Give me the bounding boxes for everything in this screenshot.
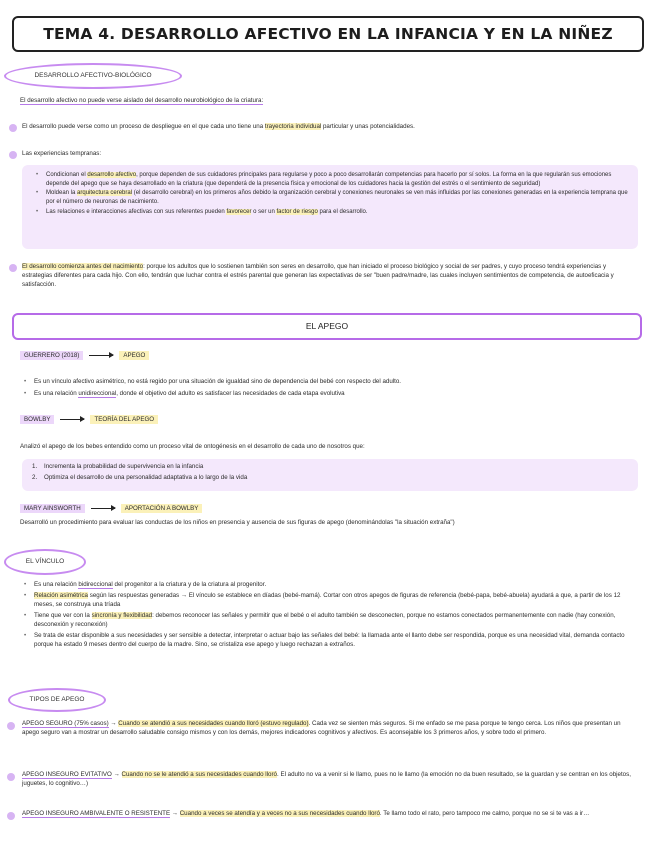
section-pill-vinculo bbox=[4, 549, 86, 575]
bullet-dot bbox=[7, 812, 15, 820]
bullet-dot bbox=[9, 264, 17, 272]
para-experiencias: Las experiencias tempranas: bbox=[22, 150, 102, 157]
list-experiencias bbox=[32, 171, 632, 216]
list-item: • Tiene que ver con la sincronía y flexibilidad: debemos reconocer las señales y permitir que el bebé o el adulto también se desconecten, porque no estamos conectados permanentemente con nadie (hay conexión, desconexión y reconexión) bbox=[20, 612, 638, 630]
section-pill-desarrollo bbox=[4, 63, 182, 89]
lead-line: El desarrollo afectivo no puede verse aislado del desarrollo neurobiológico de la criatura: bbox=[20, 97, 264, 104]
guerrero-row bbox=[20, 352, 149, 361]
list-item: • Es una relación bidireccional del progenitor a la criatura y de la criatura al progenitor. bbox=[20, 581, 638, 590]
list-item: 2. Optimiza el desarrollo de una personalidad adaptativa a lo largo de la vida bbox=[32, 473, 248, 481]
list-item: • Las relaciones e interacciones afectivas con sus referentes pueden favorecer o ser un factor de riesgo para el desarrollo. bbox=[32, 208, 632, 217]
bullet-dot bbox=[9, 124, 17, 132]
tipo-seguro: APEGO SEGURO (75% casos) → Cuando se atendió a sus necesidades cuando lloró (estuvo regulado). Cada vez se sienten más seguros. Si me enfado se me pasa porque te tengo cerca. Los niños que presentan un apego seguro van a mostrar un desarrollo saludable consigo mismos y con los demás, mejores indicadores cognitivos y afectivos. Es aconsejable los 3 primeros años, y sobre todo el primero. bbox=[22, 720, 621, 736]
bowlby-text: Analizó el apego de los bebes entendido como un proceso vital de ontogénesis en el desarrollo de cada uno de nosotros que: bbox=[20, 443, 365, 450]
list-item: 1. Incrementa la probabilidad de supervivencia en la infancia bbox=[32, 463, 204, 470]
arrow-icon bbox=[89, 355, 113, 357]
arrow-icon bbox=[60, 419, 84, 421]
list-guerrero bbox=[20, 378, 620, 399]
tipo-evitativo-label: APEGO INSEGURO EVITATIVO bbox=[22, 771, 112, 778]
pill-label: EL VÍNCULO bbox=[25, 558, 65, 566]
bullet-dot bbox=[7, 773, 15, 781]
mary-row bbox=[20, 505, 202, 514]
tag-guerrero: GUERRERO (2018) bbox=[20, 351, 83, 360]
list-bowlby bbox=[30, 463, 620, 483]
title-box bbox=[12, 16, 644, 52]
tag-aportacion: APORTACIÓN A BOWLBY bbox=[121, 504, 203, 513]
arrow-icon bbox=[91, 508, 115, 510]
tag-bowlby: BOWLBY bbox=[20, 415, 54, 424]
para-trayectoria: El desarrollo puede verse como un proceso de despliegue en el que cada uno tiene una trayectoria individual particular y unas potencialidades. bbox=[22, 123, 415, 130]
para-nacimiento: El desarrollo comienza antes del nacimiento: porque los adultos que lo sostienen también son seres en desarrollo, que han iniciado el proceso biológico y social de ser padres, y cuyo proceso tendrá experiencias y estrategias diferentes para cada hijo. Con ello, tendrán que luchar contra el estrés parental que generan las expectativas de ser "buen padre/madre, las cuales incluyen sentimientos de competencia, de autoeficacia y satisfacción. bbox=[22, 263, 614, 288]
section-bar-label: EL APEGO bbox=[305, 321, 349, 332]
tag-mary: MARY AINSWORTH bbox=[20, 504, 85, 513]
list-item: • Se trata de estar disponible a sus necesidades y ser sensible a detectar, interpretar o actuar bajo las señales del bebé: la llamada ante el llanto debe ser respondida, porque es una necesidad vital, demanda contacto porque ha estado 9 meses dentro del cuerpo de la madre. Sino, se cristaliza ese apego y luego rechazan a extraños. bbox=[20, 632, 638, 650]
hl-trayectoria: trayectoria individual bbox=[264, 123, 322, 130]
list-vinculo bbox=[20, 581, 638, 650]
hl-nacimiento: El desarrollo comienza antes del nacimiento bbox=[22, 263, 144, 270]
bullet-dot bbox=[9, 151, 17, 159]
section-pill-tipos bbox=[8, 688, 106, 712]
page-title: TEMA 4. DESARROLLO AFECTIVO EN LA INFANCIA Y EN LA NIÑEZ bbox=[43, 24, 613, 43]
tag-teoria: TEORÍA DEL APEGO bbox=[90, 415, 158, 424]
tipo-ambivalente-label: APEGO INSEGURO AMBIVALENTE O RESISTENTE bbox=[22, 810, 171, 817]
pill-label: TIPOS DE APEGO bbox=[29, 696, 85, 704]
section-bar-apego bbox=[12, 313, 642, 340]
tipo-seguro-label: APEGO SEGURO (75% casos) bbox=[22, 720, 109, 727]
mary-text: Desarrolló un procedimiento para evaluar las conductas de los niños en presencia y ausencia de sus figuras de apego (denominándolas "la situación extraña") bbox=[20, 519, 455, 526]
lead-text bbox=[20, 97, 263, 106]
pill-label: DESARROLLO AFECTIVO-BIOLÓGICO bbox=[34, 72, 152, 80]
list-item: • Es una relación unidireccional, donde el objetivo del adulto es satisfacer las necesidades de cada etapa evolutiva bbox=[20, 390, 620, 399]
list-item: • Es un vínculo afectivo asimétrico, no está regido por una situación de igualdad sino de dependencia del bebé con respecto del adulto. bbox=[20, 378, 620, 387]
bullet-dot bbox=[7, 722, 15, 730]
tipo-ambivalente: APEGO INSEGURO AMBIVALENTE O RESISTENTE → Cuando a veces se atendía y a veces no a sus necesidades cuando lloró. Te llamo todo el rato, pero tampoco me calmo, porque no se si te vas a ir… bbox=[22, 810, 590, 817]
list-item: • Relación asimétrica según las respuestas generadas → El vínculo se establece en díadas (bebé-mamá). Cortar con otros apegos de figuras de referencia (bebé-papa, bebé-abuela) ayudará a que, a partir de los 12 meses, se construya una tríada bbox=[20, 592, 638, 610]
bowlby-row bbox=[20, 416, 158, 425]
tipo-evitativo: APEGO INSEGURO EVITATIVO → Cuando no se le atendió a sus necesidades cuando lloró. El adulto no va a venir si le llamo, pues no le llamo (la emoción no da buen resultado, se la guardan y se centran en los objetos, juguetes, lo cognitivo…) bbox=[22, 771, 631, 787]
list-item: • Moldean la arquitectura cerebral (el desarrollo cerebral) en los primeros años debido la organización cerebral y conexiones neuronales se ven más influidas por las conexiones generadas en la experiencia temprana que por el número de neuronas de nacimiento. bbox=[32, 189, 632, 206]
tag-apego: APEGO bbox=[119, 351, 149, 360]
list-item: • Condicionan el desarrollo afectivo, porque dependen de sus cuidadores principales para regularse y poco a poco desarrollarán competencias para hacerlo por sí solos. La forma en la que regularán sus emociones depende del apego que se haya desarrollado en la criatura (que dependerá de la presencia física y emocional de los cuidadores hacia la gestión del estrés o el sentimiento de seguridad) bbox=[32, 171, 632, 188]
